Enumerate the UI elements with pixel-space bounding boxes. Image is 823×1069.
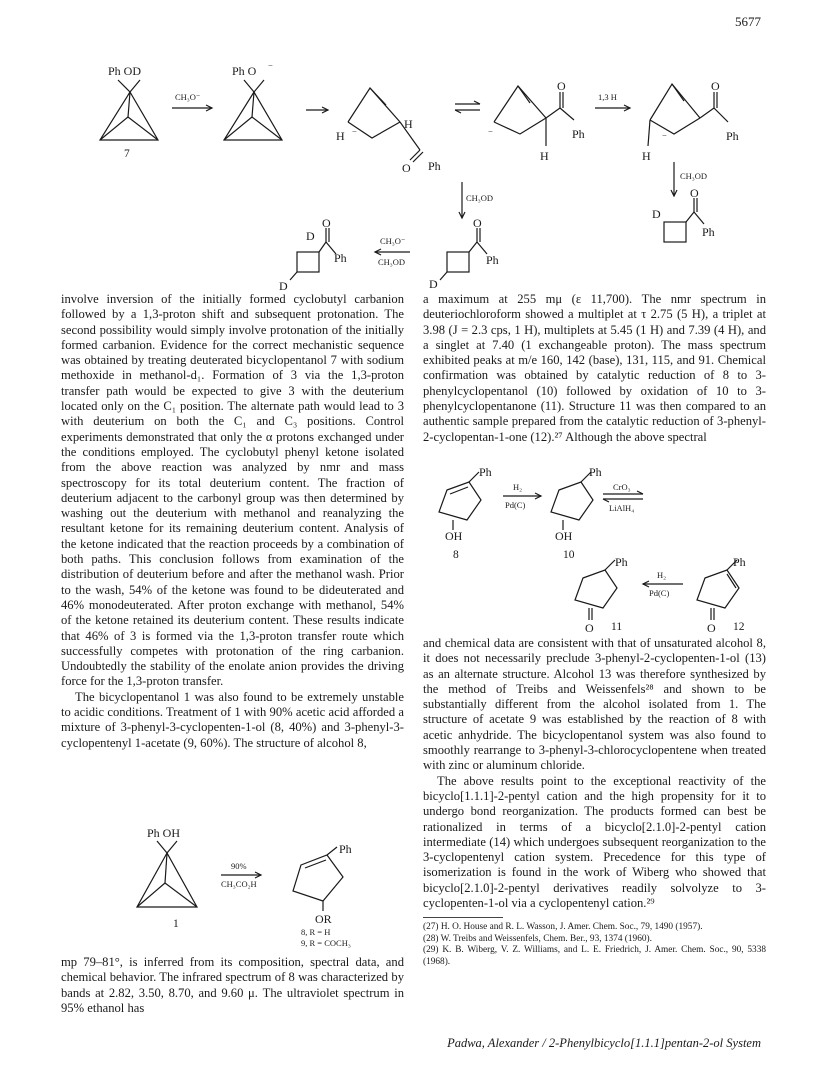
svg-text:12: 12 — [733, 621, 745, 633]
svg-text:O: O — [585, 621, 594, 635]
svg-text:LiAlH₄: LiAlH₄ — [609, 503, 635, 513]
svg-text:90%: 90% — [231, 861, 247, 871]
svg-text:D: D — [279, 279, 288, 290]
svg-text:O: O — [322, 216, 331, 230]
svg-text:−: − — [488, 126, 493, 136]
right-column — [423, 292, 766, 445]
carbanion-2-structure — [642, 79, 739, 163]
svg-text:Ph: Ph — [726, 129, 739, 143]
svg-text:Pd(C): Pd(C) — [649, 588, 670, 598]
deuterated-ketone-c3 — [429, 216, 499, 290]
svg-text:9, R = COCH₃: 9, R = COCH₃ — [301, 938, 351, 948]
svg-text:Ph O: Ph O — [232, 64, 257, 78]
page-number: 5677 — [735, 14, 761, 29]
paragraph: mp 79–81°, is inferred from its composition, spectral data, and chemical behavior. The infrared spectrum of 8 was characterized by bands at 2.82, 3.50, 8.70, and 9.60 μ. The ultraviolet spectrum in 95% ethanol has — [61, 955, 404, 1015]
dideuterated-ketone — [279, 216, 347, 290]
svg-text:O: O — [402, 161, 411, 175]
svg-text:8, R = H: 8, R = H — [301, 927, 331, 937]
svg-text:Ph: Ph — [572, 127, 585, 141]
left-column-bottom — [61, 955, 404, 1016]
svg-text:CH₃O⁻: CH₃O⁻ — [380, 236, 406, 246]
compound-7-label: 7 — [124, 148, 130, 160]
svg-text:Ph OD: Ph OD — [108, 64, 142, 78]
svg-text:CH₃CO₂H: CH₃CO₂H — [221, 879, 257, 889]
svg-text:Ph: Ph — [479, 466, 492, 479]
svg-text:CrO₃: CrO₃ — [613, 482, 631, 492]
svg-text:Ph: Ph — [589, 466, 602, 479]
svg-text:Ph OH: Ph OH — [147, 826, 181, 840]
svg-text:Ph: Ph — [334, 251, 347, 265]
deuterated-ketone-c1 — [652, 186, 715, 242]
svg-text:CH₃OD: CH₃OD — [466, 193, 494, 203]
left-column — [61, 292, 404, 751]
carbanion-structure — [336, 88, 441, 175]
svg-text:OR: OR — [315, 912, 332, 926]
svg-text:Pd(C): Pd(C) — [505, 500, 526, 510]
paragraph: involve inversion of the initially formed cyclobutyl carbanion followed by a 1,3-proton shift and subsequent protonation. The second possibility would simply involve protonation of the initially formed carbanion. Evidence for the correct mechanistic sequence was obtained by treating deuterated bicyclopentanol 7 with sodium methoxide in methanol-d₁. Formation of 3 via the 1,3-proton transfer path would be expected to give 3 with the deuterium located only on the C₁ position. The alternate path would lead to 3 with deuterium on both the C₁ and C₃ positions. Control experiments demonstrated that only the α protons exchanged under the conditions employed. The cyclobutyl phenyl ketone isolated from the above reaction was analyzed by nmr and mass spectroscopy for its total deuterium content. The fraction of deuterium adjacent to the carbonyl group was then determined by washing out the deuterium with methanol and reanalyzing the resultant ketone for its remaining deuterium content. Analysis of the ketone indicated that the reaction proceeds by a combination of both paths. This conclusion follows from examination of the distribution of deuterium before and after the methanol wash. Prior to the wash, 54% of the ketone was found to be dideuterated and 46% monodeuterated. After proton exchange with methanol, 54% of the ketone retained its deuterium content. These results indicate that 46% of 3 is formed via the 1,3-proton transfer route which successfully competes with protonation of the ring carbanion. Undoubtedly the stability of the enolate anion provides the driving force for the 1,3-proton transfer. — [61, 292, 404, 689]
enolate-structure — [488, 79, 585, 163]
svg-text:O: O — [711, 79, 720, 93]
footnote: (27) H. O. House and R. L. Wasson, J. Amer. Chem. Soc., 79, 1490 (1957). — [423, 922, 703, 933]
svg-text:1,3 H: 1,3 H — [598, 92, 617, 102]
svg-text:H₂: H₂ — [657, 570, 667, 580]
svg-text:Ph: Ph — [486, 253, 499, 267]
svg-text:D: D — [652, 207, 661, 221]
svg-text:O: O — [707, 621, 716, 635]
svg-text:8: 8 — [453, 549, 459, 561]
svg-text:H₂: H₂ — [513, 482, 523, 492]
svg-text:CH₃O⁻: CH₃O⁻ — [175, 92, 201, 102]
footnote-rule — [423, 917, 503, 918]
svg-text:−: − — [352, 126, 357, 136]
svg-text:11: 11 — [611, 621, 623, 633]
svg-text:O: O — [690, 186, 699, 200]
svg-text:O: O — [557, 79, 566, 93]
reaction-scheme-top — [0, 0, 823, 290]
svg-text:1: 1 — [173, 918, 179, 930]
svg-text:D: D — [429, 277, 438, 290]
footnote: (29) K. B. Wiberg, V. Z. Williams, and L. E. Friedrich, J. Amer. Chem. Soc., 90, 5338 (1968). — [423, 945, 766, 967]
footnote: (28) W. Treibs and Weissenfels, Chem. Ber., 93, 1374 (1960). — [423, 933, 652, 944]
svg-text:D: D — [306, 229, 315, 243]
svg-text:Ph: Ph — [733, 555, 746, 569]
svg-text:10: 10 — [563, 549, 575, 561]
footnotes — [423, 922, 766, 968]
acid-rearrangement-scheme — [61, 825, 404, 950]
alkoxide-structure — [224, 60, 282, 140]
svg-text:H: H — [336, 129, 345, 143]
svg-text:H: H — [642, 149, 651, 163]
reduction-oxidation-scheme — [423, 466, 766, 636]
svg-text:CH₃OD: CH₃OD — [378, 257, 406, 267]
svg-text:O: O — [473, 216, 482, 230]
bicyclopentanol-7-structure — [100, 64, 158, 160]
svg-text:Ph: Ph — [702, 225, 715, 239]
paragraph: and chemical data are consistent with that of unsaturated alcohol 8, it does not necessarily preclude 3-phenyl-2-cyclopenten-1-ol (13) as an alternate structure. Alcohol 13 was therefore synthesized by the method of Treibs and Weissenfels²⁸ and shown to be substantially different from the alcohol isolated from 1. The structure of acetate 9 was established by the reaction of 8 with acetic anhydride. The bicyclopentanol system was also found to smoothly rearrange to 3-phenyl-3-chlorocyclopentene when treated with zinc or aluminum chloride. — [423, 636, 766, 773]
svg-text:H: H — [404, 117, 413, 131]
svg-text:Ph: Ph — [615, 555, 628, 569]
paragraph: a maximum at 255 mμ (ε 11,700). The nmr spectrum in deuteriochloroform showed a multiplet at τ 2.75 (5 H), a triplet at 3.98 (J = 2.3 cps, 1 H), multiplets at 5.45 (1 H) and 7.39 (4 H), and a singlet at 7.40 (1 exchangeable proton). The mass spectrum exhibited peaks at m/e 160, 142 (base), 131, 115, and 91. Chemical confirmation was obtained by catalytic reduction of 8 to 3-phenylcyclopentanol (10) followed by oxidation of 10 to 3-phenylcyclopentanone (11). Structure 11 was then compared to an authentic sample prepared from the catalytic reduction of 3-phenyl-2-cyclopentan-1-one (12).²⁷ Although the above spectral — [423, 292, 766, 444]
svg-text:OH: OH — [555, 529, 573, 543]
svg-text:Ph: Ph — [428, 159, 441, 173]
svg-text:OH: OH — [445, 529, 463, 543]
running-footer: Padwa, Alexander / 2-Phenylbicyclo[1.1.1]pentan-2-ol System — [447, 1036, 761, 1050]
paragraph: The bicyclopentanol 1 was also found to be extremely unstable to acidic conditions. Treatment of 1 with 90% acetic acid afforded a mixture of 3-phenyl-3-cyclopenten-1-ol (8, 40%) and 3-phenyl-3-cyclopentenyl 1-acetate (9, 60%). The structure of alcohol 8, — [61, 689, 404, 750]
svg-text:CH₃OD: CH₃OD — [680, 171, 708, 181]
right-column-lower — [423, 636, 766, 968]
paragraph: The above results point to the exceptional reactivity of the bicyclo[1.1.1]-2-pentyl cation and the high propensity for it to undergo bond reorganization. The products formed can best be rationalized in terms of a bicyclo[2.1.0]-2-pentyl cation intermediate (14) which undergoes subsequent reorganization to the 3-cyclopentenyl cation system. Precedence for this type of isomerization is found in the work of Wiberg who showed that bicyclo[2.1.0]-2-pentyl derivatives readily solvolyze to 3-cyclopenten-1-ol via a cyclopentenyl cation.²⁹ — [423, 773, 766, 911]
svg-text:−: − — [662, 130, 667, 140]
svg-text:H: H — [540, 149, 549, 163]
svg-text:−: − — [268, 60, 273, 70]
svg-text:Ph: Ph — [339, 842, 352, 856]
